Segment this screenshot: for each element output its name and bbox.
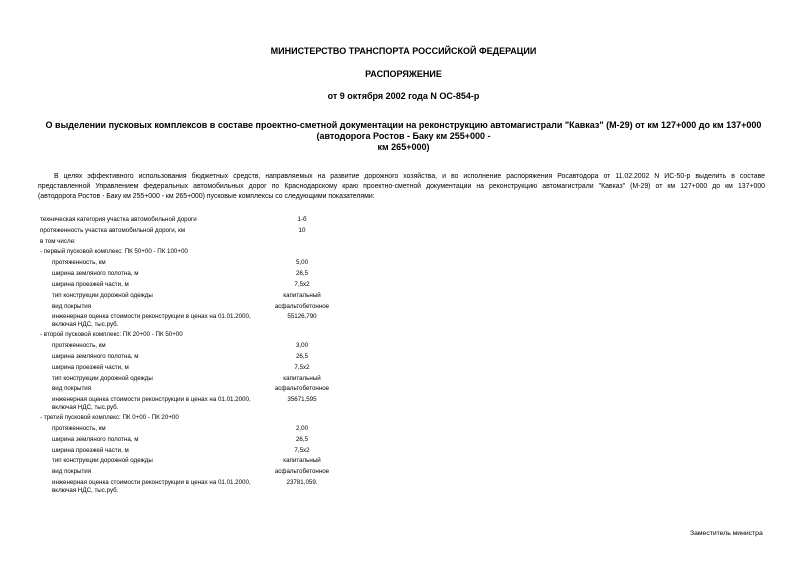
document-date-number: от 9 октября 2002 года N ОС-854-р <box>327 91 480 101</box>
param-label: ширина проезжей части, м <box>52 281 129 288</box>
title-line-2: (автодорога Ростов - Баку км 255+000 - <box>316 131 491 141</box>
param-value: асфальтобетонное <box>274 303 330 310</box>
param-label: ширина проезжей части, м <box>52 364 129 371</box>
param-value: 5,00 <box>295 259 309 266</box>
param-label: инженерная оценка стоимости реконструкции в ценах на 01.01.2000, включая НДС, тыс.руб. <box>52 313 251 328</box>
param-label: тип конструкции дорожной одежды <box>52 375 153 382</box>
param-value: 55126,790 <box>287 313 317 320</box>
param-row <box>0 292 807 303</box>
param-row <box>0 436 807 447</box>
section-heading: - первый пусковой комплекс: ПК 50+00 - ПК 100+00 <box>40 248 188 255</box>
param-row <box>0 479 807 494</box>
param-value: 7,5x2 <box>294 447 310 454</box>
param-row <box>0 216 807 227</box>
param-value: 2,00 <box>295 425 309 432</box>
param-label: техническая категория участка автомобильной дороги <box>40 216 197 223</box>
param-value: асфальтобетонное <box>274 468 330 475</box>
param-value: 35671,595 <box>287 396 317 403</box>
param-row <box>0 270 807 281</box>
intro-line-2: представленной Управлением федеральных автомобильных дорог по Краснодарскому краю проектно-сметной документации на реконструкцию автомагистрали "Кавказ" (М-29) от км 127+000 до км 137+000 <box>38 183 765 190</box>
param-row <box>0 468 807 479</box>
section-heading: - второй пусковой комплекс: ПК 20+00 - ПК 50+00 <box>40 331 183 338</box>
intro-line-3: (автодорога Ростов - Баку км 255+000 - км 265+000) пусковые комплексы со следующими показателями: <box>38 193 375 200</box>
param-label: тип конструкции дорожной одежды <box>52 292 153 299</box>
param-row <box>0 281 807 292</box>
param-value: капитальный <box>283 375 321 382</box>
param-value: капитальный <box>283 292 321 299</box>
document-title <box>20 120 787 153</box>
param-label: ширина земляного полотна, м <box>52 436 139 443</box>
title-line-1: О выделении пусковых комплексов в составе проектно-сметной документации на реконструкцию автомагистрали "Кавказ" (М-29) от км 127+000 до км 137+000 <box>45 120 762 130</box>
param-row <box>0 342 807 353</box>
param-value: 7,5x2 <box>294 281 310 288</box>
ministry-heading: МИНИСТЕРСТВО ТРАНСПОРТА РОССИЙСКОЙ ФЕДЕРАЦИИ <box>270 46 537 56</box>
param-label: вид покрытия <box>52 468 92 475</box>
param-label: в том числе: <box>40 238 76 245</box>
title-line-3: км 265+000) <box>377 142 430 152</box>
param-row <box>0 364 807 375</box>
param-label: протяженность, км <box>52 425 106 432</box>
param-label: ширина земляного полотна, м <box>52 270 139 277</box>
param-label: протяженность, км <box>52 342 106 349</box>
param-value: 1-б <box>297 216 307 223</box>
param-value: 26,5 <box>295 353 309 360</box>
param-value: 26,5 <box>295 270 309 277</box>
param-value: 7,5x2 <box>294 364 310 371</box>
param-row <box>0 385 807 396</box>
signature-line: Заместитель министра <box>690 530 763 537</box>
param-value: 23781,059. <box>286 479 318 486</box>
param-row <box>0 396 807 411</box>
param-row <box>0 259 807 270</box>
param-row <box>0 457 807 468</box>
param-label: тип конструкции дорожной одежды <box>52 457 153 464</box>
param-label: протяженность участка автомобильной дороги, км <box>40 227 186 234</box>
intro-line-1: В целях эффективного использования бюджетных средств, направляемых на развитие дорожного хозяйства, и во исполнение распоряжения Росавтодора от 11.02.2002 N ИС-50-р выделить в составе <box>54 173 765 180</box>
param-row <box>0 353 807 364</box>
param-row <box>0 313 807 328</box>
param-label: инженерная оценка стоимости реконструкции в ценах на 01.01.2000, включая НДС, тыс.руб. <box>52 479 251 494</box>
param-value: 10 <box>298 227 306 234</box>
param-row <box>0 425 807 436</box>
param-label: ширина земляного полотна, м <box>52 353 139 360</box>
param-value: 3,00 <box>295 342 309 349</box>
intro-paragraph <box>38 172 765 202</box>
param-label: протяженность, км <box>52 259 106 266</box>
param-label: вид покрытия <box>52 385 92 392</box>
document-type: РАСПОРЯЖЕНИЕ <box>365 69 442 79</box>
param-row <box>0 227 807 238</box>
param-label: ширина проезжей части, м <box>52 447 129 454</box>
param-label: инженерная оценка стоимости реконструкции в ценах на 01.01.2000, включая НДС, тыс.руб. <box>52 396 251 411</box>
param-value: 26,5 <box>295 436 309 443</box>
section-heading-row <box>0 414 807 425</box>
param-label: вид покрытия <box>52 303 92 310</box>
param-value: капитальный <box>283 457 321 464</box>
param-value: асфальтобетонное <box>274 385 330 392</box>
section-heading-row <box>0 331 807 342</box>
section-heading-row <box>0 248 807 259</box>
section-heading: - третий пусковой комплекс: ПК 0+00 - ПК 20+00 <box>40 414 179 421</box>
